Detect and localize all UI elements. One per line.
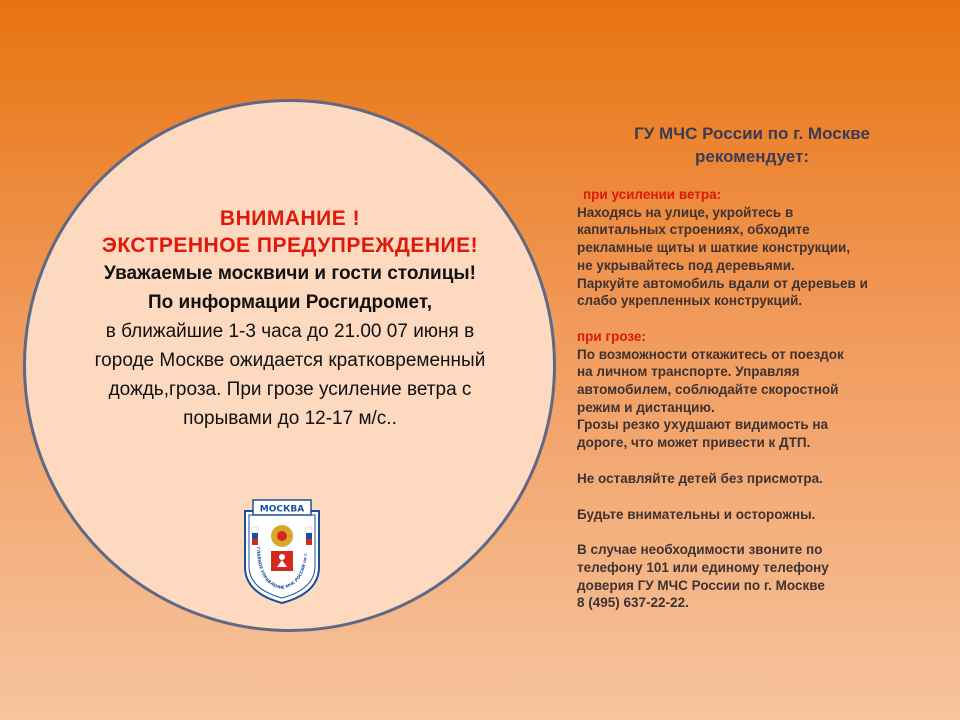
storm-line: автомобилем, соблюдайте скоростной (577, 382, 839, 398)
recommendations-panel (577, 122, 947, 612)
contact-phone: 8 (495) 637-22-22. (577, 595, 689, 611)
mchs-moscow-emblem (241, 497, 323, 605)
contact-line: телефону 101 или единому телефону (577, 559, 829, 575)
storm-heading: при грозе: (577, 328, 646, 344)
emblem-ring-text: ГЛАВНОЕ УПРАВЛЕНИЕ МЧС РОССИИ по г. (255, 547, 308, 591)
wind-line: капитальных строениях, обходите (577, 222, 810, 238)
recommend-title (587, 122, 917, 168)
alert-body-line: порывами до 12-17 м/с.. (183, 408, 397, 429)
storm-line: По возможности откажитесь от поездок (577, 346, 844, 362)
wind-line: не укрывайтесь под деревьями. (577, 257, 795, 273)
recommend-body (577, 186, 947, 612)
wind-line: рекламные щиты и шаткие конструкции, (577, 240, 851, 256)
alert-source: По информации Росгидромет, (148, 292, 432, 313)
children-warning: Не оставляйте детей без присмотра. (577, 470, 823, 486)
emblem-top-text: МОСКВА (259, 504, 305, 515)
recommend-title-line-2: рекомендует: (694, 147, 810, 166)
alert-body-line: в ближайшие 1-3 часа до 21.00 07 июня в (105, 321, 475, 342)
contact-line: В случае необходимости звоните по (577, 542, 823, 558)
alert-line-2: ЭКСТРЕННОЕ ПРЕДУПРЕЖДЕНИЕ! (101, 234, 479, 257)
contact-line: доверия ГУ МЧС России по г. Москве (577, 577, 825, 593)
wind-line: Находясь на улице, укройтесь в (577, 204, 794, 220)
storm-line: режим и дистанцию. (577, 399, 715, 415)
recommend-title-line-1: ГУ МЧС России по г. Москве (634, 124, 870, 143)
alert-line-1: ВНИМАНИЕ ! (219, 207, 361, 230)
storm-line: Грозы резко ухудшают видимость на (577, 417, 829, 433)
wind-line: Паркуйте автомобиль вдали от деревьев и (577, 275, 868, 291)
alert-text-block (40, 205, 540, 433)
wind-heading: при усилении ветра: (583, 187, 722, 202)
alert-body-line: дождь,гроза. При грозе усиление ветра с (108, 379, 472, 400)
careful-warning: Будьте внимательны и осторожны. (577, 506, 816, 522)
storm-line: дороге, что может привести к ДТП. (577, 435, 811, 451)
storm-line: на личном транспорте. Управляя (577, 364, 800, 380)
alert-body-line: городе Москве ожидается кратковременный (94, 350, 486, 371)
alert-greeting: Уважаемые москвичи и гости столицы! (104, 263, 476, 284)
wind-line: слабо укрепленных конструкций. (577, 293, 803, 309)
